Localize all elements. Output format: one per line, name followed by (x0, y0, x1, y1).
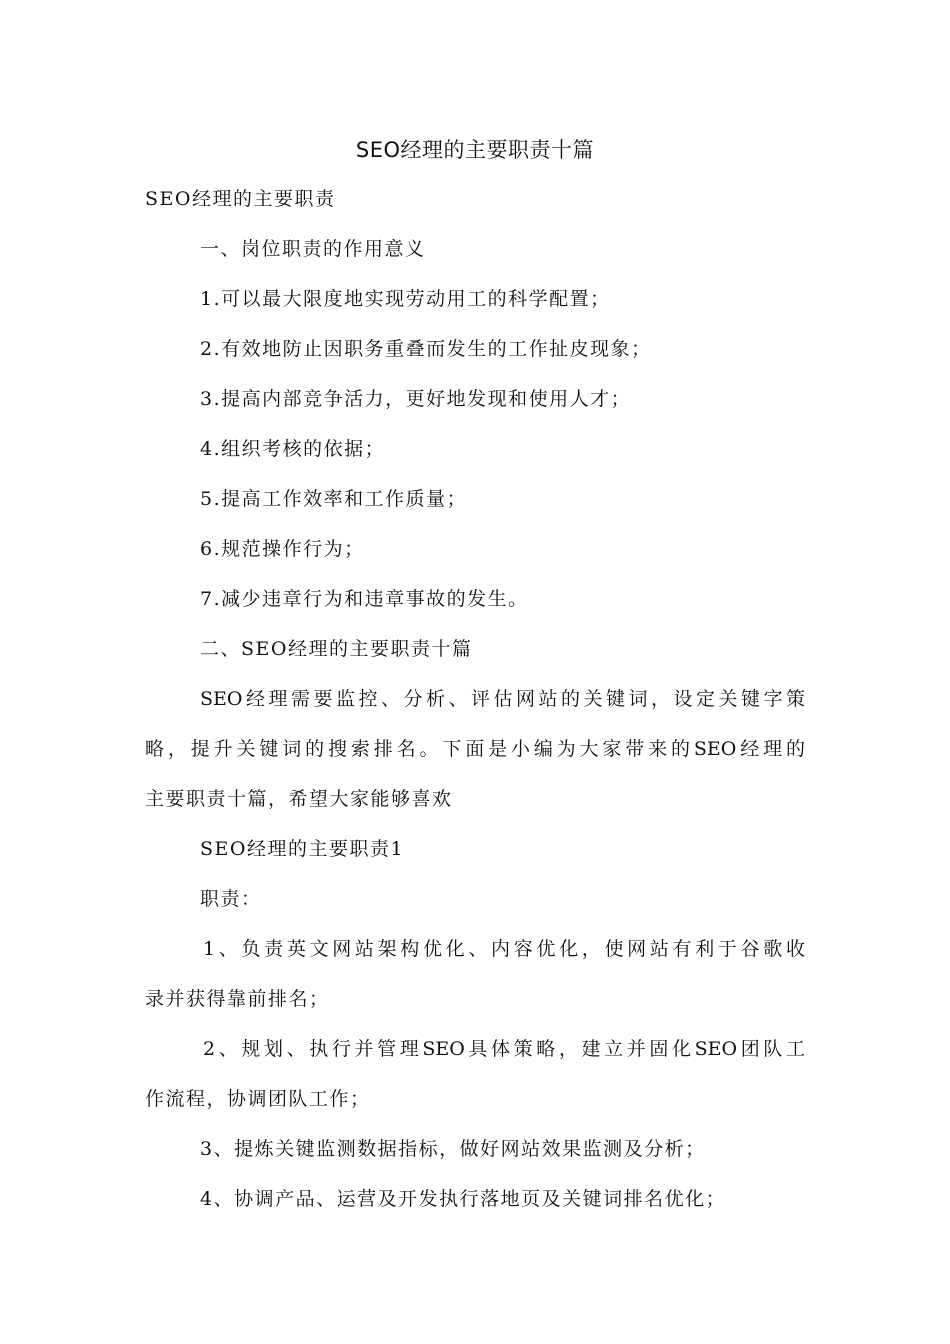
label-line: 职责： (200, 888, 262, 910)
list-item: 1、负责英文网站架构优化、内容优化，使网站有利于谷歌收 (203, 938, 805, 960)
list-item-continuation: 录并获得靠前排名； (145, 988, 330, 1010)
subsection-heading: 二、SEO经理的主要职责十篇 (200, 638, 473, 660)
list-item: 3.提高内部竞争活力，更好地发现和使用人才； (200, 388, 632, 410)
paragraph-line: 主要职责十篇，希望大家能够喜欢 (145, 788, 453, 810)
list-item: 5.提高工作效率和工作质量； (200, 488, 468, 510)
list-item: 4、协调产品、运营及开发执行落地页及关键词排名优化； (200, 1188, 727, 1210)
paragraph-line: 略，提升关键词的搜索排名。下面是小编为大家带来的SEO经理的 (145, 738, 805, 760)
paragraph-line: SEO经理需要监控、分析、评估网站的关键词，设定关键字策 (200, 688, 805, 710)
list-item: 3、提炼关键监测数据指标，做好网站效果监测及分析； (200, 1138, 706, 1160)
list-item: 1.可以最大限度地实现劳动用工的科学配置； (200, 288, 611, 310)
subsection-heading: SEO经理的主要职责1 (200, 838, 405, 860)
list-item: 6.规范操作行为； (200, 538, 365, 560)
list-item-continuation: 作流程，协调团队工作； (145, 1088, 371, 1110)
document-title: SEO经理的主要职责十篇 (355, 138, 595, 162)
section-heading: SEO经理的主要职责 (145, 188, 336, 210)
subsection-heading: 一、岗位职责的作用意义 (200, 238, 426, 260)
list-item: 2、规划、执行并管理SEO具体策略，建立并固化SEO团队工 (203, 1038, 805, 1060)
list-item: 7.减少违章行为和违章事故的发生。 (200, 588, 529, 610)
list-item: 4.组织考核的依据； (200, 438, 386, 460)
list-item: 2.有效地防止因职务重叠而发生的工作扯皮现象； (200, 338, 652, 360)
